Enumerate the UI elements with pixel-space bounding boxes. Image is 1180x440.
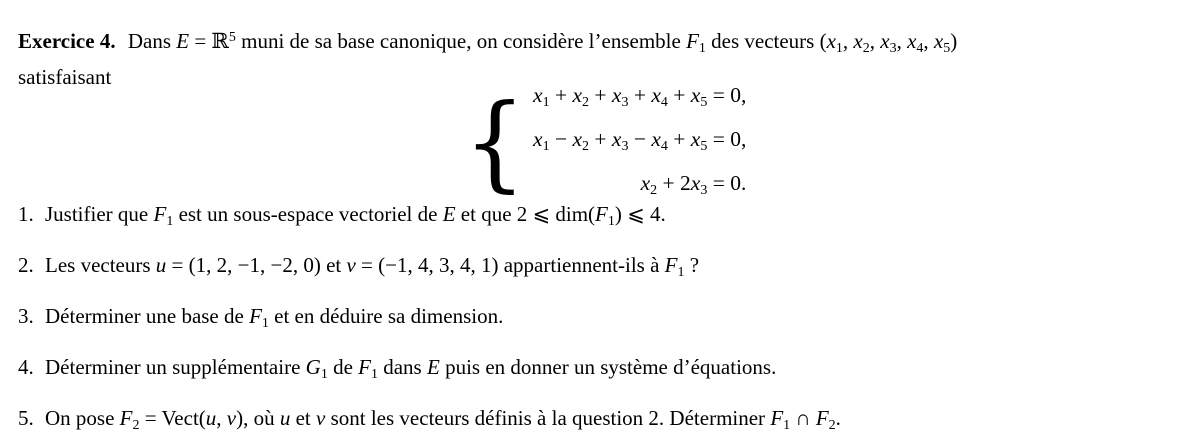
text-segment: − xyxy=(549,127,573,151)
text-segment: 3 xyxy=(621,139,629,154)
text-segment: F xyxy=(815,406,829,430)
text-segment: x xyxy=(853,29,863,53)
question-number: 5. xyxy=(18,406,34,430)
text-segment: 1 xyxy=(370,367,378,382)
text-segment: 4 xyxy=(660,139,668,154)
text-segment: 1 xyxy=(677,265,685,280)
text-segment: F xyxy=(664,253,678,277)
exercise-intro-line1 xyxy=(18,24,1162,63)
text-segment: 1 xyxy=(783,418,791,433)
text-segment: 5 xyxy=(700,139,708,154)
text-segment: de xyxy=(327,355,359,379)
text-segment: x xyxy=(690,83,701,107)
question-number: 4. xyxy=(18,355,34,379)
text-segment: , xyxy=(896,29,908,53)
text-segment: 3 xyxy=(700,183,708,198)
system-left-brace-icon: { xyxy=(463,82,527,204)
text-segment: x xyxy=(572,127,582,151)
text-segment: 4 xyxy=(660,95,668,110)
question-number: 3. xyxy=(18,304,34,328)
text-segment: et xyxy=(290,406,317,430)
equation-row-2 xyxy=(533,121,746,165)
text-segment: Les vecteurs xyxy=(45,253,156,277)
question-number: 2. xyxy=(18,253,34,277)
text-segment: x xyxy=(651,127,661,151)
text-segment: et en déduire sa dimension. xyxy=(268,304,504,328)
text-segment: 1 xyxy=(542,95,550,110)
text-segment: = 0, xyxy=(707,83,747,107)
text-segment: Déterminer un supplémentaire xyxy=(45,355,306,379)
text-segment: + xyxy=(589,83,612,107)
text-segment: 1 xyxy=(261,316,269,331)
text-segment: 1 xyxy=(698,41,706,56)
text-segment: 4 xyxy=(916,41,924,56)
text-segment: F xyxy=(153,202,167,226)
text-segment: x xyxy=(611,127,622,151)
question-text xyxy=(45,302,1162,338)
text-segment: , xyxy=(216,406,227,430)
text-segment: + xyxy=(667,83,691,107)
text-segment: x xyxy=(907,29,917,53)
text-segment: v xyxy=(226,406,237,430)
text-segment: + xyxy=(549,83,573,107)
equation-column xyxy=(533,77,746,209)
question-item-3 xyxy=(18,302,1162,338)
text-segment: , xyxy=(923,29,934,53)
text-segment: + xyxy=(667,127,691,151)
text-segment: x xyxy=(611,83,622,107)
text-segment: des vecteurs ( xyxy=(705,29,827,53)
text-segment: ), où xyxy=(236,406,280,430)
question-item-2 xyxy=(18,251,1162,287)
text-segment: x xyxy=(826,29,836,53)
text-segment: F xyxy=(119,406,133,430)
text-segment: 3 xyxy=(889,41,897,56)
text-segment: ? xyxy=(684,253,700,277)
question-text xyxy=(45,353,1162,389)
text-segment: 2 xyxy=(132,418,140,433)
text-segment: et que 2 ⩽ dim( xyxy=(455,202,596,226)
text-segment: 1 xyxy=(542,139,550,154)
text-segment: = (−1, 4, 3, 4, 1) appartiennent-ils à xyxy=(355,253,665,277)
text-segment: E xyxy=(442,202,456,226)
text-segment: v xyxy=(316,406,326,430)
text-segment: ) xyxy=(950,29,958,53)
text-segment: x xyxy=(690,171,701,195)
text-segment: 1 xyxy=(166,214,174,229)
text-segment: 5 xyxy=(228,30,236,45)
text-segment: + xyxy=(589,127,612,151)
question-text xyxy=(45,404,1162,440)
text-segment: 1 xyxy=(607,214,615,229)
question-item-1 xyxy=(18,200,1162,236)
text-segment: v xyxy=(346,253,356,277)
text-segment: E xyxy=(426,355,440,379)
text-segment: + 2 xyxy=(657,171,691,195)
text-segment: F xyxy=(770,406,784,430)
equation-system xyxy=(48,82,1162,204)
text-segment: ∩ xyxy=(790,406,816,430)
text-segment: 5 xyxy=(700,95,708,110)
text-segment: x xyxy=(651,83,661,107)
text-segment: 1 xyxy=(835,41,843,56)
text-segment: Déterminer une base de xyxy=(45,304,250,328)
text-segment: x xyxy=(880,29,890,53)
question-list xyxy=(18,200,1162,440)
question-text xyxy=(45,200,1162,236)
text-segment: dans xyxy=(377,355,427,379)
text-segment: Justifier que xyxy=(45,202,154,226)
text-segment: 2 xyxy=(650,183,658,198)
question-number: 1. xyxy=(18,202,34,226)
question-item-4 xyxy=(18,353,1162,389)
text-segment: On pose xyxy=(45,406,120,430)
text-segment: E xyxy=(176,29,190,53)
text-segment: Dans xyxy=(122,29,177,53)
text-segment: = Vect( xyxy=(139,406,206,430)
text-segment: muni de sa base canonique, on considère l’ensemble xyxy=(235,29,687,53)
equation-row-1 xyxy=(533,77,746,121)
text-segment: F xyxy=(686,29,699,53)
text-segment: 2 xyxy=(582,139,589,154)
text-segment: = ℝ xyxy=(189,29,229,53)
text-segment: G xyxy=(305,355,321,379)
text-segment: x xyxy=(933,29,944,53)
text-segment: = (1, 2, −1, −2, 0) et xyxy=(166,253,347,277)
text-segment: + xyxy=(628,83,652,107)
text-segment: u xyxy=(279,406,291,430)
text-segment: . xyxy=(835,406,841,430)
text-segment: x xyxy=(533,83,543,107)
text-segment: x xyxy=(690,127,701,151)
text-segment: 2 xyxy=(862,41,870,56)
text-segment: 5 xyxy=(943,41,951,56)
text-segment: − xyxy=(628,127,652,151)
text-segment: = 0. xyxy=(707,171,747,195)
text-segment: x xyxy=(572,83,582,107)
text-segment: , xyxy=(842,29,854,53)
text-segment: u xyxy=(205,406,217,430)
question-text xyxy=(45,251,1162,287)
exercise-intro-line2: satisfaisant xyxy=(18,65,112,89)
question-item-5 xyxy=(18,404,1162,440)
text-segment: F xyxy=(249,304,262,328)
text-segment: sont les vecteurs définis à la question 2. Déterminer xyxy=(325,406,771,430)
text-segment: u xyxy=(155,253,167,277)
text-segment: 2 xyxy=(828,418,836,433)
text-segment: , xyxy=(869,29,881,53)
text-segment: 3 xyxy=(621,95,629,110)
text-segment: 1 xyxy=(320,367,328,382)
text-segment: est un sous-espace vectoriel de xyxy=(173,202,443,226)
text-segment: x xyxy=(640,171,651,195)
text-segment: ) ⩽ 4. xyxy=(614,202,666,226)
text-segment: Exercice 4. xyxy=(18,29,116,53)
text-segment: 2 xyxy=(582,95,589,110)
text-segment: puis en donner un système d’équations. xyxy=(439,355,777,379)
text-segment: F xyxy=(595,202,608,226)
text-segment: = 0, xyxy=(707,127,747,151)
text-segment: x xyxy=(533,127,543,151)
text-segment: F xyxy=(358,355,371,379)
